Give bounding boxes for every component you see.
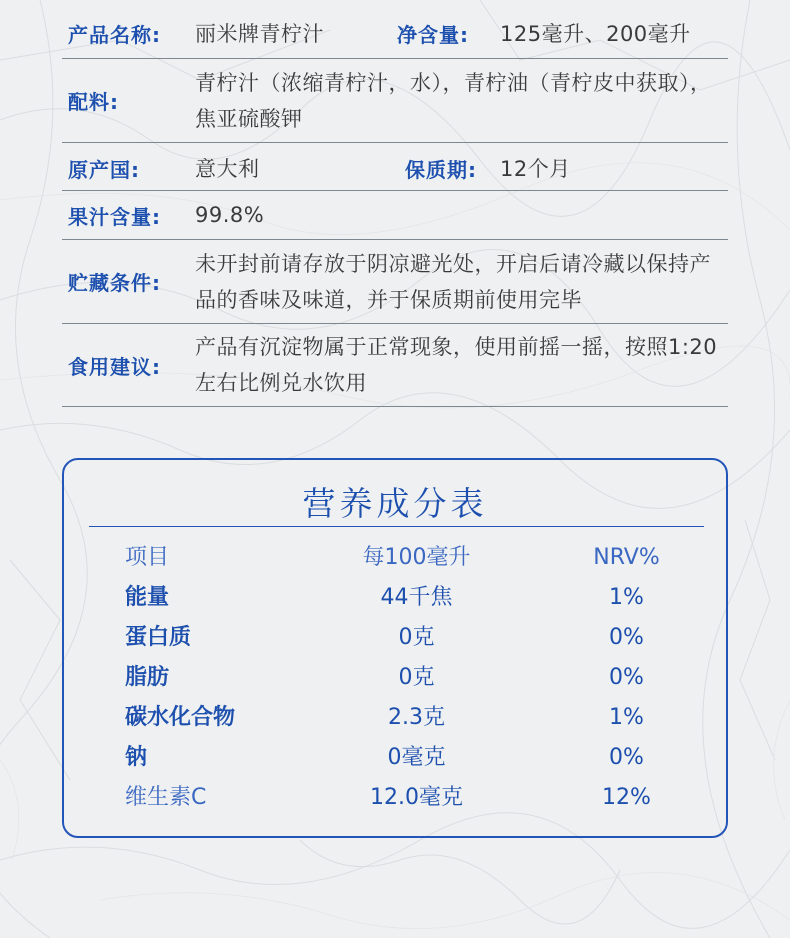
product-name-value: 丽米牌青柠汁 — [195, 22, 324, 46]
nutrient-name: 碳水化合物 — [125, 705, 236, 730]
usage-value: 产品有沉淀物属于正常现象，使用前摇一摇，按照1:20左右比例兑水饮用 — [195, 335, 718, 395]
juice-content-label: 果汁含量: — [68, 204, 161, 229]
ingredients-label: 配料: — [68, 90, 119, 114]
nutrient-amount: 44千焦 — [380, 585, 453, 610]
nutrient-nrv: 0% — [609, 665, 644, 690]
header-nrv: NRV% — [593, 545, 660, 570]
nutrient-nrv: 1% — [609, 585, 644, 610]
nutrition-row-fat — [64, 658, 726, 698]
shelf-life-value: 12个月 — [500, 157, 571, 181]
ingredients-value: 青柠汁（浓缩青柠汁，水），青柠油（青柠皮中获取），焦亚硫酸钾 — [195, 70, 712, 131]
nutrient-name: 能量 — [125, 585, 170, 610]
info-row-ingredients — [62, 59, 728, 143]
nutrient-name: 维生素C — [125, 785, 207, 810]
origin-label: 原产国: — [68, 158, 140, 182]
nutrient-amount: 0克 — [398, 625, 435, 650]
header-per-100ml: 每100毫升 — [362, 545, 471, 570]
nutrition-row-protein — [64, 618, 726, 658]
nutrient-amount: 12.0毫克 — [370, 785, 463, 810]
nutrient-name: 蛋白质 — [125, 625, 192, 650]
nutrient-name: 钠 — [125, 745, 148, 770]
nutrient-amount: 0毫克 — [387, 745, 446, 770]
nutrition-row-sodium — [64, 738, 726, 778]
nutrient-nrv: 0% — [609, 625, 644, 650]
info-row-storage — [62, 240, 728, 324]
info-row-juice — [62, 191, 728, 240]
info-row-origin — [62, 143, 728, 191]
shelf-life-label: 保质期: — [405, 158, 477, 182]
net-content-label: 净含量: — [397, 23, 469, 47]
nutrition-row-energy — [64, 578, 726, 618]
juice-content-value: 99.8% — [195, 203, 265, 227]
nutrition-row-vitamin-c — [64, 778, 726, 818]
nutrient-nrv: 12% — [602, 785, 651, 810]
header-item: 项目 — [125, 545, 170, 570]
nutrition-header-row — [64, 538, 726, 578]
storage-label: 贮藏条件: — [68, 271, 161, 295]
nutrient-name: 脂肪 — [125, 665, 170, 690]
nutrient-amount: 2.3克 — [388, 705, 445, 730]
nutrition-title: 营养成分表 — [302, 484, 488, 523]
info-row-usage — [62, 324, 728, 407]
nutrition-divider — [89, 526, 704, 527]
product-name-label: 产品名称: — [68, 23, 161, 47]
origin-value: 意大利 — [195, 157, 260, 181]
nutrition-facts-panel — [62, 458, 728, 838]
nutrient-nrv: 1% — [609, 705, 644, 730]
nutrient-amount: 0克 — [398, 665, 435, 690]
product-info-table — [62, 0, 728, 407]
net-content-value: 125毫升、200毫升 — [500, 22, 691, 46]
info-row-name — [62, 0, 728, 59]
storage-value: 未开封前请存放于阴凉避光处，开启后请冷藏以保持产品的香味及味道，并于保质期前使用完毕 — [195, 251, 711, 312]
nutrient-nrv: 0% — [609, 745, 644, 770]
nutrition-row-carbohydrate — [64, 698, 726, 738]
usage-label: 食用建议: — [68, 354, 161, 379]
